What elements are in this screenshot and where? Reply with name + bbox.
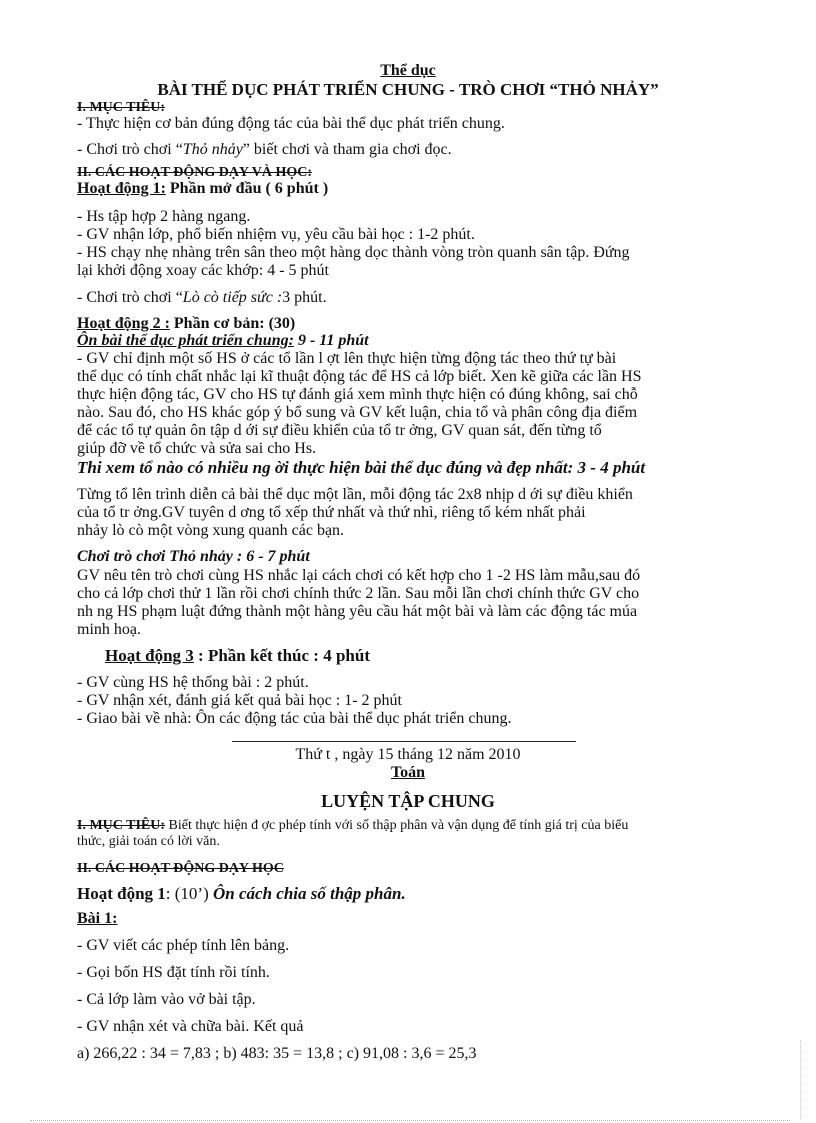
text-line: nh ng HS phạm luật đứng thành một hàng yêu cầu hát một bài và làm các động tác múa [77,603,638,620]
text-line: - GV viết các phép tính lên bảng. [77,937,290,954]
lesson-title: BÀI THỂ DỤC PHÁT TRIỂN CHUNG - TRÒ CHƠI “THỎ NHẢY” [157,80,659,99]
goal-line: - Thực hiện cơ bản đúng động tác của bài thể dục phát triển chung. [77,115,505,132]
text-line: - HS chạy nhẹ nhàng trên sân theo một hàng dọc thành vòng tròn quanh sân tập. Đứng [77,244,630,261]
text-line: - GV cùng HS hệ thống bài : 2 phút. [77,674,309,691]
result-line: a) 266,22 : 34 = 7,83 ; b) 483: 35 = 13,8 ; c) 91,08 : 3,6 = 25,3 [77,1045,477,1062]
text-line: để các tổ tự quản ôn tập d ới sự điều khiển của tổ tr ởng, GV quan sát, đến từng tổ [77,422,602,439]
goals-line: I. MỤC TIÊU: Biết thực hiện đ ợc phép tính với số thập phân và vận dụng để tính giá trị của biểu [77,818,629,833]
text-line: giúp đỡ về tổ chức và sửa sai cho Hs. [77,440,317,457]
goals-heading: I. MỤC TIÊU: [77,100,166,115]
text-line: - Cả lớp làm vào vở bài tập. [77,991,256,1008]
text-line: - Hs tập hợp 2 hàng ngang. [77,208,251,225]
text-line: - Gọi bốn HS đặt tính rồi tính. [77,964,270,981]
text-line: cho cả lớp chơi thử 1 lần rồi chơi chính thức 2 lần. Sau mỗi lần chơi chính thức GV cho [77,585,640,602]
text-line: - GV nhận xét và chữa bài. Kết quả [77,1018,304,1035]
goal-line: - Chơi trò chơi “Thỏ nhảy” biết chơi và tham gia chơi đọc. [77,141,452,158]
page-edge-dots [800,1040,801,1120]
activity-1-heading: Hoạt động 1: Phần mở đầu ( 6 phút ) [77,180,329,197]
activities-heading: II. CÁC HOẠT ĐỘNG DẠY HỌC [77,861,284,876]
date-line: Thứ t , ngày 15 tháng 12 năm 2010 [295,746,521,763]
subject-heading: Toán [390,764,426,781]
activities-heading: II. CÁC HOẠT ĐỘNG DẠY VÀ HỌC: [77,165,313,180]
review-heading: Ôn bài thể dục phát triển chung: 9 - 11 phút [77,332,369,349]
contest-heading: Thi xem tổ nào có nhiều ng ời thực hiện bài thể dục đúng và đẹp nhất: 3 - 4 phút [77,458,646,477]
lesson-title: LUYỆN TẬP CHUNG [321,791,495,811]
exercise-heading: Bài 1: [77,910,118,927]
subject-heading: Thể dục [380,62,436,79]
text-line: - GV nhận lớp, phổ biến nhiệm vụ, yêu cầu bài học : 1-2 phút. [77,226,475,243]
text-line: thể dục có tính chất nhắc lại kĩ thuật động tác để HS cả lớp biết. Xen kẽ giữa các lần HS [77,368,642,385]
activity-2-heading: Hoạt động 2 : Phần cơ bản: (30) [77,315,296,332]
page-edge-dots [30,1120,790,1121]
game-heading: Chơi trò chơi Thỏ nhảy : 6 - 7 phút [77,548,310,565]
text-line: lại khởi động xoay các khớp: 4 - 5 phút [77,262,329,279]
text-line: Từng tổ lên trình diễn cả bài thể dục một lần, mỗi động tác 2x8 nhịp d ới sự điều khiển [77,486,633,503]
text-line: - GV nhận xét, đánh giá kết quả bài học : 1- 2 phút [77,692,402,709]
goals-line: thức, giải toán có lời văn. [77,834,220,849]
text-line: - Giao bài về nhà: Ôn các động tác của bài thể dục phát triển chung. [77,710,512,727]
activity-1-heading: Hoạt động 1: (10’) Ôn cách chia số thập phân. [77,884,406,903]
section-divider [232,741,576,742]
text-line: thực hiện động tác, GV cho HS tự đánh giá xem mình thực hiện có đúng không, sai chỗ [77,386,638,403]
text-line: minh hoạ. [77,621,141,638]
text-line: của tổ tr ởng.GV tuyên d ơng tổ xếp thứ nhất và thứ nhì, riêng tổ kém nhất phải [77,504,586,521]
text-line: nào. Sau đó, cho HS khác góp ý bổ sung và GV kết luận, chia tổ và phân công địa điểm [77,404,638,421]
activity-3-heading: Hoạt động 3 : Phần kết thúc : 4 phút [105,646,370,665]
text-line: nhảy lò cò một vòng xung quanh các bạn. [77,522,345,539]
text-line: - Chơi trò chơi “Lò cò tiếp sức :3 phút. [77,289,327,306]
text-line: GV nêu tên trò chơi cùng HS nhắc lại cách chơi có kết hợp cho 1 -2 HS làm mẫu,sau đó [77,567,641,584]
text-line: - GV chỉ định một số HS ở các tổ lần l ợt lên thực hiện từng động tác theo thứ tự bài [77,350,617,367]
